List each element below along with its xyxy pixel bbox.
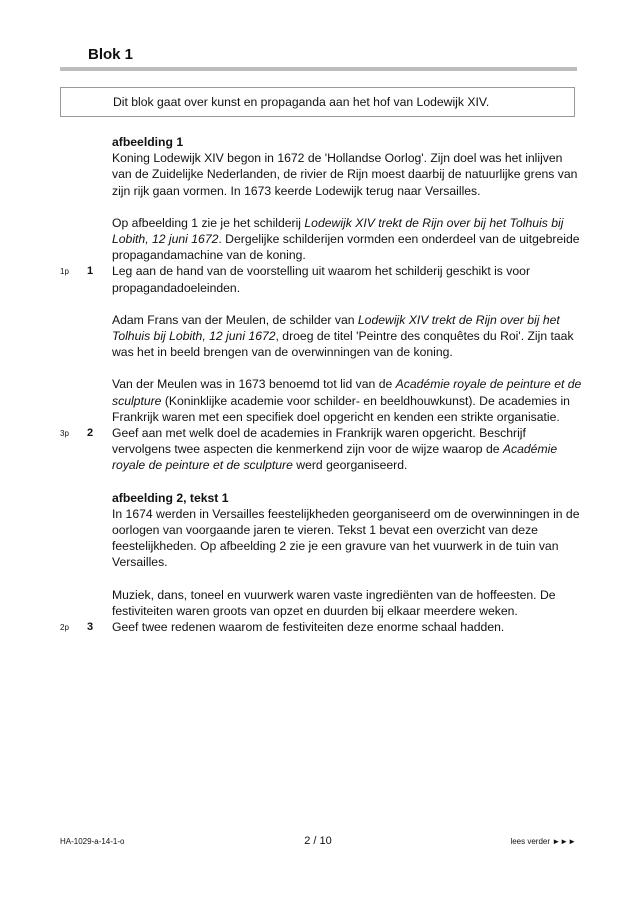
paragraph-3: Adam Frans van der Meulen, de schilder van Lodewijk XIV trekt de Rijn over bij het Tolhuis bij Lobith, 12 juni 1672, droeg de titel 'Peintre des conquêtes du Roi'. Zijn taak was het in beeld brengen van de overwinningen van de koning. bbox=[112, 312, 574, 360]
intro-text: Dit blok gaat over kunst en propaganda aan het hof van Lodewijk XIV. bbox=[113, 95, 490, 109]
question-number: 1 bbox=[87, 265, 94, 278]
question-3: 2p 3 Geef twee redenen waarom de festiviteiten deze enorme schaal hadden. bbox=[112, 619, 582, 635]
paragraph-1: Koning Lodewijk XIV begon in 1672 de 'Hollandse Oorlog'. Zijn doel was het inlijven van de Zuidelijke Nederlanden, de rivier de Rijn moest daarbij de natuurlijke grens van zijn rijk gaan vormen. In 1673 keerde Lodewijk terug naar Versailles. bbox=[112, 151, 578, 198]
paragraph-4: Van der Meulen was in 1673 benoemd tot lid van de Académie royale de peinture et de sculpture (Koninklijke academie voor schilder- en beeldhouwkunst). De academies in Frankrijk waren met een specifiek doel opgericht en kenden een strikte organisatie. bbox=[112, 377, 582, 424]
page-title: Blok 1 bbox=[88, 46, 134, 63]
question-points: 1p bbox=[60, 267, 69, 277]
academy-name: Académie royale de peinture et de sculpture bbox=[112, 377, 582, 408]
intro-box bbox=[60, 87, 575, 117]
paragraph-5: In 1674 werden in Versailles feestelijkheden georganiseerd om de overwinningen in de oorlogen van voorgaande jaren te vieren. Tekst 1 bevat een overzicht van deze feestelijkheden. Op afbeelding 2 zie je een gravure van het vuurwerk in de tuin van Versailles. bbox=[112, 506, 580, 570]
page-number: 2 / 10 bbox=[304, 835, 332, 847]
paragraph-6: Muziek, dans, toneel en vuurwerk waren vaste ingrediënten van de hoffeesten. De festiviteiten waren groots van opzet en duurden bij elkaar meerdere weken. bbox=[112, 587, 556, 618]
main-content bbox=[60, 134, 582, 635]
section-heading-1: afbeelding 1 bbox=[112, 135, 184, 149]
painting-title: Lodewijk XIV trekt de Rijn over bij het Tolhuis bij Lobith, 12 juni 1672 bbox=[112, 312, 560, 344]
continue-label: lees verder ►►► bbox=[510, 837, 576, 846]
question-number: 3 bbox=[87, 621, 94, 634]
question-2: 3p 2 Geef aan met welk doel de academies in Frankrijk waren opgericht. Beschrijf vervolgens twee aspecten die kenmerkend zijn voor de wijze waarop de Académie royale de peinture et de sculpture werd georganiseerd. bbox=[60, 426, 558, 473]
header-rule bbox=[60, 67, 577, 71]
painting-title: Lodewijk XIV trekt de Rijn over bij het Tolhuis bij Lobith, 12 juni 1672 bbox=[112, 215, 564, 247]
academy-name: Académie royale de peinture et de sculpture bbox=[112, 442, 558, 473]
question-points: 2p bbox=[60, 623, 69, 633]
question-number: 2 bbox=[87, 427, 94, 440]
question-points: 3p bbox=[60, 429, 69, 439]
section-heading-2: afbeelding 2, tekst 1 bbox=[112, 490, 229, 505]
exam-code: HA-1029-a-14-1-o bbox=[60, 837, 125, 846]
question-1: 1p 1 Leg aan de hand van de voorstelling uit waarom het schilderij geschikt is voor propagandadoeleinden. bbox=[60, 264, 530, 295]
paragraph-2: Op afbeelding 1 zie je het schilderij Lodewijk XIV trekt de Rijn over bij het Tolhuis bij Lobith, 12 juni 1672. Dergelijke schilderijen vormden een onderdeel van de uitgebreide propagandamachine van de koning. bbox=[112, 215, 580, 263]
